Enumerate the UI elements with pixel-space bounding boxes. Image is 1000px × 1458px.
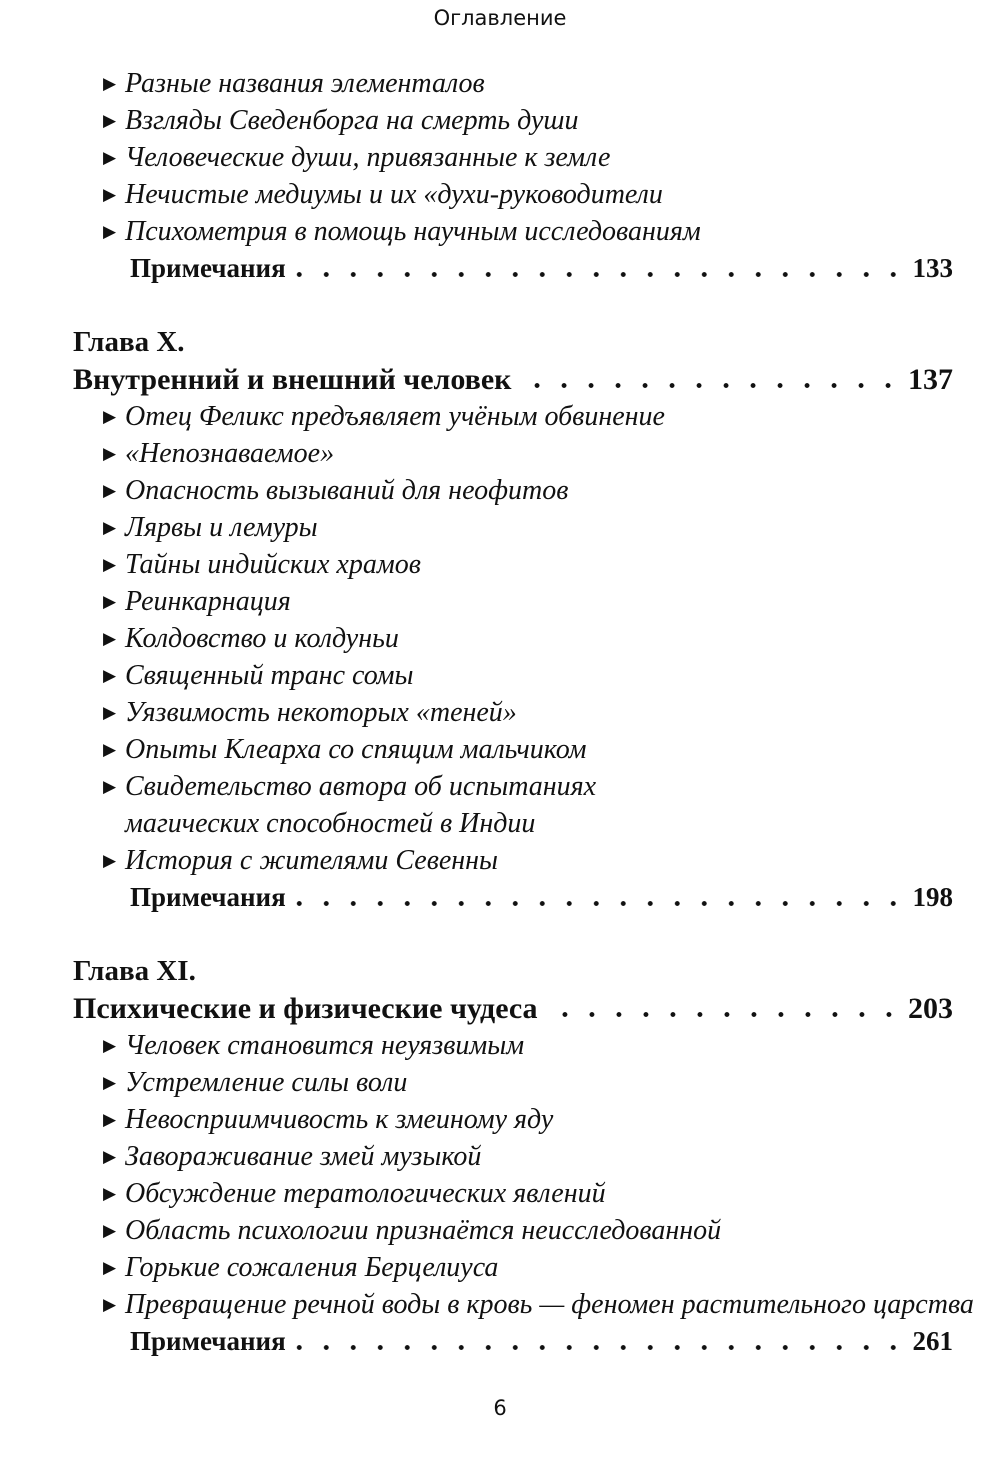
triangle-bullet-icon: ▶ <box>103 1073 117 1092</box>
triangle-bullet-icon: ▶ <box>103 518 117 537</box>
toc-subitem[interactable] <box>0 694 1000 731</box>
toc-subitem[interactable] <box>0 1027 1000 1064</box>
subitem-text: Священный транс сомы <box>125 660 414 691</box>
dot-leader <box>292 250 907 287</box>
notes-entry[interactable] <box>0 250 953 287</box>
triangle-bullet-icon: ▶ <box>103 1110 117 1129</box>
page-ref: 203 <box>908 992 953 1025</box>
chapter-11-items <box>0 1027 1000 1323</box>
subitem-text: Реинкарнация <box>125 586 291 617</box>
notes-label: Примечания <box>130 253 286 283</box>
notes-entry[interactable] <box>0 879 953 916</box>
subitem-text: Взгляды Сведенборга на смерть души <box>125 105 579 136</box>
triangle-bullet-icon: ▶ <box>103 185 117 204</box>
triangle-bullet-icon: ▶ <box>103 629 117 648</box>
chapter-title-entry[interactable] <box>0 361 953 398</box>
page-ref: 261 <box>912 1326 953 1356</box>
triangle-bullet-icon: ▶ <box>103 148 117 167</box>
triangle-bullet-icon: ▶ <box>103 740 117 759</box>
subitem-text: Колдовство и колдуньи <box>125 623 399 654</box>
triangle-bullet-icon: ▶ <box>103 1258 117 1277</box>
notes-label: Примечания <box>130 882 286 912</box>
toc-subitem[interactable] <box>0 1064 1000 1101</box>
triangle-bullet-icon: ▶ <box>103 74 117 93</box>
chapter-title: Психические и физические чудеса <box>73 992 538 1025</box>
subitem-text: «Непознаваемое» <box>125 438 335 469</box>
subitem-text: Нечистые медиумы и их «духи-руководители <box>125 179 663 210</box>
triangle-bullet-icon: ▶ <box>103 703 117 722</box>
subitem-text: История с жителями Севенны <box>125 845 499 876</box>
chapter-title: Внутренний и внешний человек <box>73 363 512 396</box>
toc-subitem[interactable] <box>0 1101 1000 1138</box>
section-previous-chapter <box>0 65 1000 250</box>
subitem-text: Область психологии признаётся неисследованной <box>125 1215 722 1246</box>
triangle-bullet-icon: ▶ <box>103 1184 117 1203</box>
chapter-label: Глава XI. <box>73 955 196 987</box>
toc-subitem[interactable] <box>0 398 1000 435</box>
page-ref: 137 <box>908 363 953 396</box>
dot-leader <box>292 1323 907 1360</box>
toc-subitem[interactable] <box>0 842 1000 879</box>
triangle-bullet-icon: ▶ <box>103 555 117 574</box>
subitem-text: Горькие сожаления Берцелиуса <box>125 1252 499 1283</box>
notes-entry[interactable] <box>0 1323 953 1360</box>
toc-subitem[interactable] <box>0 546 1000 583</box>
subitem-text: Уязвимость некоторых «теней» <box>125 697 517 728</box>
notes-label: Примечания <box>130 1326 286 1356</box>
subitem-text: Человеческие души, привязанные к земле <box>125 142 611 173</box>
subitem-text: Опыты Клеарха со спящим мальчиком <box>125 734 587 765</box>
subitem-text: Устремление силы воли <box>125 1067 408 1098</box>
toc-subitem-continuation: магических способностей в Индии <box>125 808 536 839</box>
page-ref: 133 <box>912 253 953 283</box>
toc-subitem[interactable] <box>0 213 1000 250</box>
toc-subitem[interactable] <box>0 435 1000 472</box>
chapter-label: Глава X. <box>73 326 185 358</box>
toc-subitem[interactable] <box>0 472 1000 509</box>
table-of-contents <box>0 65 1000 1360</box>
triangle-bullet-icon: ▶ <box>103 666 117 685</box>
triangle-bullet-icon: ▶ <box>103 407 117 426</box>
subitem-text: Психометрия в помощь научным исследованиям <box>125 216 701 247</box>
triangle-bullet-icon: ▶ <box>103 481 117 500</box>
triangle-bullet-icon: ▶ <box>103 851 117 870</box>
toc-subitem[interactable] <box>0 657 1000 694</box>
dot-leader <box>544 990 902 1027</box>
subitem-text: Лярвы и лемуры <box>125 512 318 543</box>
triangle-bullet-icon: ▶ <box>103 777 117 796</box>
toc-subitem[interactable] <box>0 509 1000 546</box>
toc-subitem[interactable] <box>0 731 1000 768</box>
toc-subitem[interactable] <box>0 768 1000 805</box>
toc-subitem[interactable] <box>0 1249 1000 1286</box>
subitem-text: Отец Феликс предъявляет учёным обвинение <box>125 401 665 432</box>
triangle-bullet-icon: ▶ <box>103 1147 117 1166</box>
triangle-bullet-icon: ▶ <box>103 1036 117 1055</box>
subitem-text: Обсуждение тератологических явлений <box>125 1178 606 1209</box>
triangle-bullet-icon: ▶ <box>103 1295 117 1314</box>
toc-subitem[interactable] <box>0 102 1000 139</box>
toc-subitem[interactable] <box>0 65 1000 102</box>
chapter-10-items <box>0 398 1000 879</box>
subitem-text: Свидетельство автора об испытаниях <box>125 771 597 802</box>
toc-subitem[interactable] <box>0 1175 1000 1212</box>
toc-subitem[interactable] <box>0 176 1000 213</box>
page-number: 6 <box>493 1396 507 1420</box>
running-header: Оглавление <box>433 6 567 30</box>
subitem-text: Завораживание змей музыкой <box>125 1141 482 1172</box>
subitem-text: Превращение речной воды в кровь — феномен растительного царства <box>125 1289 974 1320</box>
triangle-bullet-icon: ▶ <box>103 444 117 463</box>
triangle-bullet-icon: ▶ <box>103 111 117 130</box>
chapter-title-entry[interactable] <box>0 990 953 1027</box>
toc-subitem[interactable] <box>0 583 1000 620</box>
dot-leader <box>292 879 907 916</box>
subitem-text: Человек становится неуязвимым <box>125 1030 525 1061</box>
subitem-text: Опасность вызываний для неофитов <box>125 475 569 506</box>
toc-subitem[interactable] <box>0 1212 1000 1249</box>
toc-subitem[interactable] <box>0 139 1000 176</box>
subitem-text: Тайны индийских храмов <box>125 549 421 580</box>
toc-subitem[interactable] <box>0 1286 1000 1323</box>
toc-subitem[interactable] <box>0 1138 1000 1175</box>
subitem-text: Разные названия элементалов <box>125 68 485 99</box>
toc-subitem[interactable] <box>0 620 1000 657</box>
triangle-bullet-icon: ▶ <box>103 222 117 241</box>
triangle-bullet-icon: ▶ <box>103 1221 117 1240</box>
subitem-text: Невосприимчивость к змеиному яду <box>125 1104 554 1135</box>
page-ref: 198 <box>912 882 953 912</box>
triangle-bullet-icon: ▶ <box>103 592 117 611</box>
dot-leader <box>517 361 902 398</box>
